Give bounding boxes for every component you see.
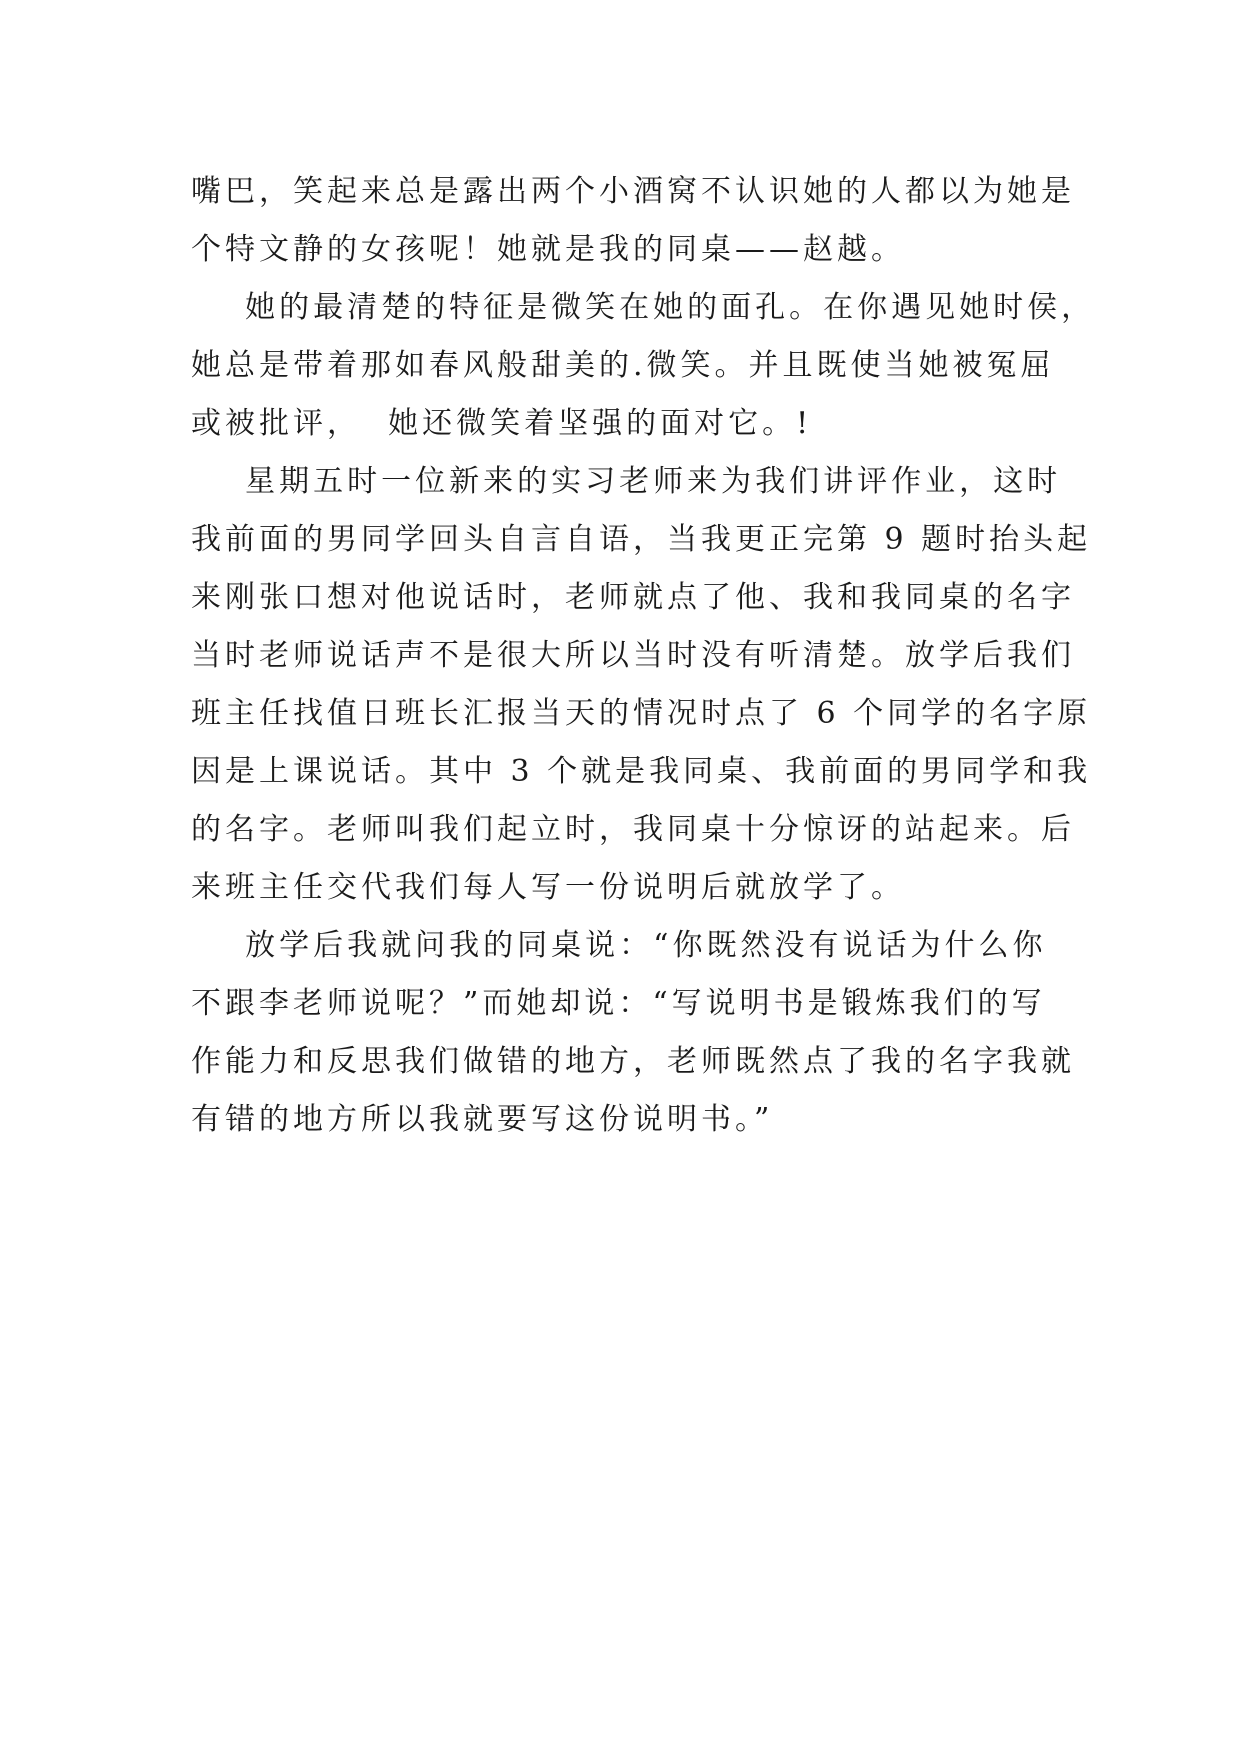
text-line: 因是上课说话。其中 3 个就是我同桌、我前面的男同学和我 — [191, 754, 1092, 789]
text-line: 来班主任交代我们每人写一份说明后就放学了。 — [191, 870, 905, 905]
text-line: 班主任找值日班长汇报当天的情况时点了 6 个同学的名字原 — [191, 696, 1092, 731]
body-text — [191, 163, 1096, 1149]
text-line: 作能力和反思我们做错的地方，老师既然点了我的名字我就 — [191, 1044, 1075, 1079]
text-line: 有错的地方所以我就要写这份说明书。” — [191, 1102, 774, 1137]
text-line: 或被批评， 她还微笑着坚强的面对它。! — [191, 406, 813, 441]
text-line: 她的最清楚的特征是微笑在她的面孔。在你遇见她时侯， — [191, 290, 1096, 325]
text-line: 来刚张口想对他说话时，老师就点了他、我和我同桌的名字 — [191, 580, 1075, 615]
text-line: 嘴巴，笑起来总是露出两个小酒窝不认识她的人都以为她是 — [191, 174, 1075, 209]
text-line: 她总是带着那如春风般甜美的.微笑。并且既使当她被冤屈 — [191, 348, 1055, 383]
text-line: 放学后我就问我的同桌说：“你既然没有说话为什么你 — [191, 928, 1047, 963]
text-line: 我前面的男同学回头自言自语，当我更正完第 9 题时抬头起 — [191, 522, 1092, 557]
text-line: 星期五时一位新来的实习老师来为我们讲评作业，这时 — [191, 464, 1062, 499]
text-line: 当时老师说话声不是很大所以当时没有听清楚。放学后我们 — [191, 638, 1075, 673]
text-line: 个特文静的女孩呢！她就是我的同桌——赵越。 — [191, 232, 905, 267]
text-line: 不跟李老师说呢？”而她却说：“写说明书是锻炼我们的写 — [191, 986, 1046, 1021]
text-line: 的名字。老师叫我们起立时，我同桌十分惊讶的站起来。后 — [191, 812, 1075, 847]
